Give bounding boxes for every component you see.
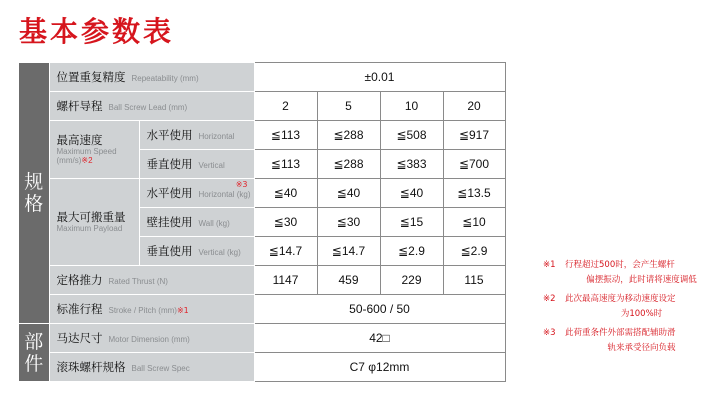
motor-en: Motor Dimension (mm)	[108, 335, 190, 344]
thrust-label	[49, 266, 254, 295]
payload-vertical-cn: 垂直使用	[146, 244, 193, 258]
payload-wall-value: ≦30	[317, 208, 380, 237]
repeatability-value: ±0.01	[254, 63, 505, 92]
max-payload-cn: 最大可搬重量	[56, 210, 126, 224]
note-mark-3: ※3	[235, 180, 248, 189]
motor-value: 42□	[254, 324, 505, 353]
section-spec	[19, 63, 49, 324]
payload-horizontal-value: ≦40	[380, 179, 443, 208]
note-1-line1: 行程超过500时，会产生螺杆	[565, 260, 675, 270]
lead-value: 20	[443, 92, 505, 121]
max-speed-unit-text: (mm/s)	[56, 156, 82, 165]
note-3-text	[565, 326, 718, 356]
notes	[543, 258, 718, 360]
repeatability-label	[49, 63, 254, 92]
note-1	[543, 258, 718, 288]
max-payload-label	[49, 179, 139, 266]
speed-vertical-value: ≦383	[380, 150, 443, 179]
section-parts	[19, 324, 49, 382]
payload-wall-en: Wall (kg)	[198, 219, 230, 228]
thrust-en: Rated Thrust (N)	[108, 277, 168, 286]
lead-cn: 螺杆导程	[56, 99, 103, 113]
payload-wall-value: ≦30	[254, 208, 317, 237]
row-lead	[19, 92, 505, 121]
payload-vertical-value: ≦2.9	[380, 237, 443, 266]
payload-horizontal-en: Horizontal (kg)	[198, 190, 251, 199]
payload-horizontal-label	[139, 179, 254, 208]
speed-horizontal-en: Horizontal	[198, 132, 235, 141]
stroke-label	[49, 295, 254, 324]
payload-horizontal-value: ≦13.5	[443, 179, 505, 208]
payload-horizontal-cn: 水平使用	[146, 186, 193, 200]
screw-en: Ball Screw Spec	[131, 364, 190, 373]
row-screw	[19, 353, 505, 382]
speed-vertical-value: ≦113	[254, 150, 317, 179]
speed-vertical-label	[139, 150, 254, 179]
lead-value: 2	[254, 92, 317, 121]
note-1-line2: 偏摆振动，此时请将速度调低	[586, 275, 697, 285]
max-payload-en: Maximum Payload	[56, 224, 123, 233]
row-motor	[19, 324, 505, 353]
speed-vertical-value: ≦288	[317, 150, 380, 179]
max-speed-label	[49, 121, 139, 179]
note-3-line2: 轨来承受径向负载	[607, 343, 676, 353]
stroke-cn: 标准行程	[56, 302, 103, 316]
max-speed-en: Maximum Speed	[56, 147, 117, 156]
payload-horizontal-value: ≦40	[254, 179, 317, 208]
row-thrust	[19, 266, 505, 295]
thrust-value: 229	[380, 266, 443, 295]
section-spec-label: 规格	[24, 171, 44, 215]
note-3	[543, 326, 718, 356]
payload-wall-label	[139, 208, 254, 237]
motor-cn: 马达尺寸	[56, 331, 103, 345]
lead-value: 10	[380, 92, 443, 121]
note-2-mark: ※2	[543, 294, 556, 304]
speed-horizontal-value: ≦508	[380, 121, 443, 150]
repeatability-en: Repeatability (mm)	[131, 74, 199, 83]
stroke-value: 50-600 / 50	[254, 295, 505, 324]
note-2-text	[565, 292, 718, 322]
payload-horizontal-value: ≦40	[317, 179, 380, 208]
lead-en: Ball Screw Lead (mm)	[108, 103, 188, 112]
speed-vertical-value: ≦700	[443, 150, 505, 179]
thrust-cn: 定格推力	[56, 273, 103, 287]
speed-horizontal-value: ≦113	[254, 121, 317, 150]
note-2-line1: 此次最高速度为移动速度设定	[565, 294, 676, 304]
max-speed-unit	[57, 156, 139, 165]
thrust-value: 459	[317, 266, 380, 295]
row-stroke	[19, 295, 505, 324]
note-mark-1: ※1	[176, 306, 189, 315]
note-1-text	[565, 258, 718, 288]
note-mark-2: ※2	[81, 156, 93, 165]
note-3-mark: ※3	[543, 328, 556, 338]
repeatability-cn: 位置重复精度	[56, 70, 126, 84]
payload-vertical-label	[139, 237, 254, 266]
screw-cn: 滚珠螺杆规格	[56, 360, 126, 374]
speed-horizontal-value: ≦288	[317, 121, 380, 150]
motor-label	[49, 324, 254, 353]
speed-horizontal-label	[139, 121, 254, 150]
payload-vertical-en: Vertical (kg)	[198, 248, 241, 257]
payload-wall-value: ≦10	[443, 208, 505, 237]
note-1-mark: ※1	[543, 260, 556, 270]
screw-label	[49, 353, 254, 382]
payload-wall-cn: 壁挂使用	[146, 215, 193, 229]
note-2-line2: 为100%时	[620, 309, 663, 319]
thrust-value: 115	[443, 266, 505, 295]
note-3-line1: 此荷重条件外部需搭配辅助滑	[565, 328, 676, 338]
row-payload-horizontal	[19, 179, 505, 208]
section-parts-label: 部件	[24, 330, 44, 375]
page-title: 基本参数表	[19, 15, 175, 48]
row-speed-horizontal	[19, 121, 505, 150]
speed-horizontal-value: ≦917	[443, 121, 505, 150]
lead-label	[49, 92, 254, 121]
speed-vertical-cn: 垂直使用	[146, 157, 193, 171]
max-speed-cn: 最高速度	[56, 133, 103, 147]
payload-wall-value: ≦15	[380, 208, 443, 237]
speed-vertical-en: Vertical	[198, 161, 225, 170]
thrust-value: 1147	[254, 266, 317, 295]
note-2	[543, 292, 718, 322]
payload-vertical-value: ≦14.7	[317, 237, 380, 266]
lead-value: 5	[317, 92, 380, 121]
payload-vertical-value: ≦2.9	[443, 237, 505, 266]
stroke-en: Stroke / Pitch (mm)	[108, 306, 177, 315]
screw-value: C7 φ12mm	[254, 353, 505, 382]
spec-table	[19, 62, 506, 382]
payload-vertical-value: ≦14.7	[254, 237, 317, 266]
speed-horizontal-cn: 水平使用	[146, 128, 193, 142]
row-repeatability	[19, 63, 505, 92]
